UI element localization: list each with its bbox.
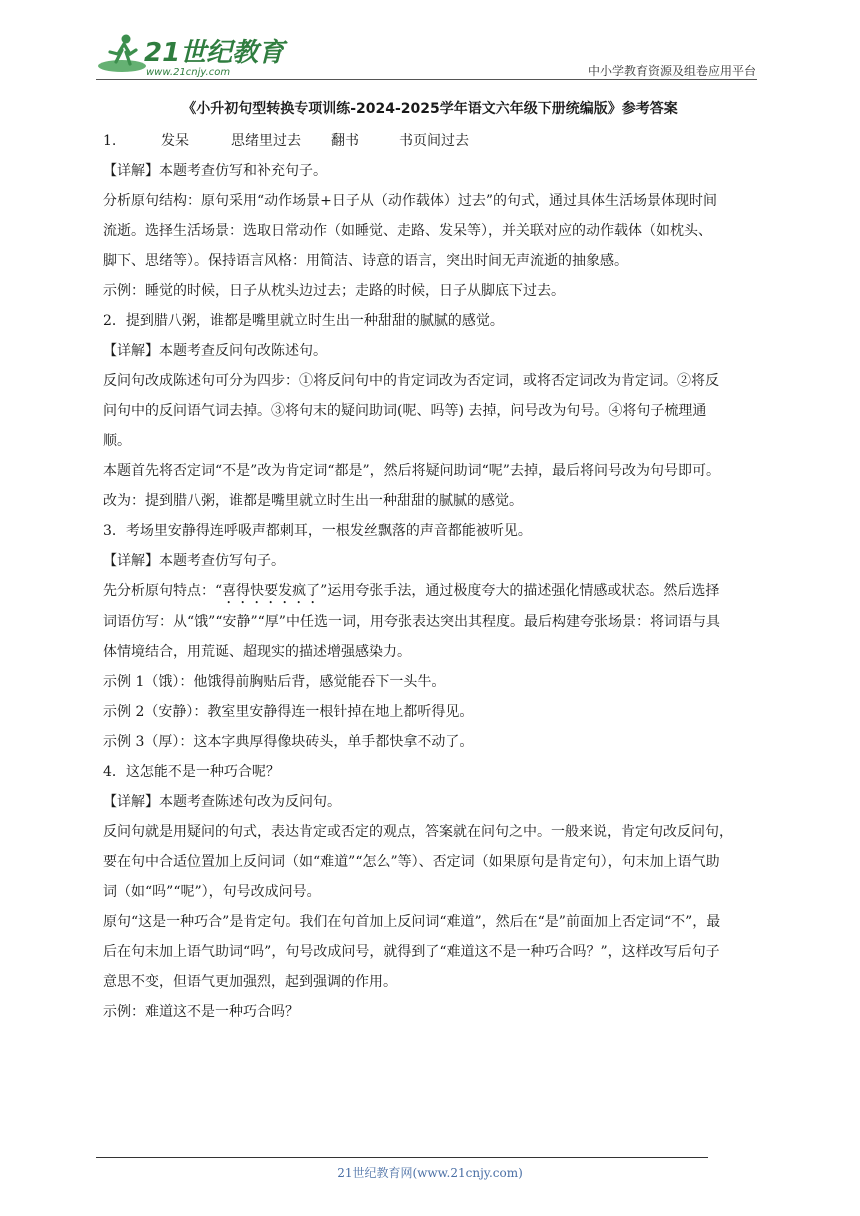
text-line: 示例 3（厚）：这本字典厚得像块砖头，单手都快拿不动了。 bbox=[103, 734, 474, 750]
text-line: 反问句就是用疑问的句式，表达肯定或否定的观点，答案就在问句之中。一般来说，肯定句改反问句， bbox=[103, 824, 733, 840]
text-line: 改为：提到腊八粥，谁都是嘴里就立时生出一种甜甜的腻腻的感觉。 bbox=[103, 493, 523, 509]
logo-runner-icon bbox=[96, 30, 285, 78]
text-line: 顺。 bbox=[103, 433, 131, 449]
text-line: 问句中的反问语气词去掉。③将句末的疑问助词(呢、吗等) 去掉，问号改为句号。④将句子梳理通 bbox=[103, 403, 707, 419]
text-line: 反问句改成陈述句可分为四步：①将反问句中的肯定词改为否定词，或将否定词改为肯定词。②将反 bbox=[103, 373, 719, 389]
text-line: 【详解】本题考查仿写和补充句子。 bbox=[103, 163, 327, 179]
text-line: 4．这怎能不是一种巧合呢？ bbox=[103, 764, 280, 780]
text-fragment: 先分析原句特点：“ bbox=[103, 583, 223, 599]
page-header bbox=[96, 30, 756, 80]
header-divider bbox=[96, 79, 757, 80]
text-line: 【详解】本题考查陈述句改为反问句。 bbox=[103, 794, 341, 810]
text-line: 3．考场里安静得连呼吸声都刺耳，一根发丝飘落的声音都能被听见。 bbox=[103, 523, 532, 539]
text-line: 后在句末加上语气助词“吗”，句号改成问号，就得到了“难道这不是一种巧合吗？”，这样改写后句子 bbox=[103, 944, 720, 960]
question-number: 1. bbox=[103, 133, 117, 149]
text-line: 分析原句结构：原句采用“动作场景+日子从（动作载体）过去”的句式，通过具体生活场景体现时间 bbox=[103, 193, 718, 209]
text-line: 示例：睡觉的时候，日子从枕头边过去；走路的时候，日子从脚底下过去。 bbox=[103, 283, 565, 299]
text-line: 示例：难道这不是一种巧合吗？ bbox=[103, 1004, 299, 1020]
answer-blank: 翻书 bbox=[331, 133, 359, 149]
question-1-answers bbox=[103, 126, 763, 156]
logo-url: www.21cnjy.com bbox=[146, 67, 231, 78]
text-line: 意思不变，但语气更加强烈，起到强调的作用。 bbox=[103, 974, 397, 990]
emphasized-phrase: 喜得快要发疯了 bbox=[222, 583, 321, 599]
logo bbox=[96, 30, 285, 78]
text-line: 词语仿写：从“饿”“安静”“厚”中任选一词，用夸张表达突出其程度。最后构建夸张场景：将词语与具 bbox=[103, 614, 720, 630]
footer-divider bbox=[96, 1157, 708, 1158]
logo-text: 21世纪教育 bbox=[144, 38, 285, 68]
page-title: 《小升初句型转换专项训练-2024-2025学年语文六年级下册统编版》参考答案 bbox=[182, 101, 678, 117]
text-line: 【详解】本题考查反问句改陈述句。 bbox=[103, 343, 327, 359]
text-fragment: ”运用夸张手法，通过极度夸大的描述强化情感或状态。然后选择 bbox=[320, 583, 720, 599]
text-line: 本题首先将否定词“不是”改为肯定词“都是”，然后将疑问助词“呢”去掉，最后将问号改为句号即可。 bbox=[103, 463, 720, 479]
page-footer: 21世纪教育网(www.21cnjy.com) bbox=[337, 1166, 523, 1180]
answer-blank: 思绪里过去 bbox=[231, 133, 301, 149]
answer-blank: 书页间过去 bbox=[399, 133, 469, 149]
text-line: 体情境结合，用荒诞、超现实的描述增强感染力。 bbox=[103, 644, 411, 660]
text-line: 流逝。选择生活场景：选取日常动作（如睡觉、走路、发呆等），并关联对应的动作载体（如枕头、 bbox=[103, 223, 712, 239]
text-line: 示例 1（饿）：他饿得前胸贴后背，感觉能吞下一头牛。 bbox=[103, 674, 446, 690]
text-line: 词（如“吗”“呢”），句号改成问号。 bbox=[103, 884, 321, 900]
platform-name: 中小学教育资源及组卷应用平台 bbox=[587, 64, 756, 78]
answer-content bbox=[103, 126, 763, 1027]
text-line: 原句“这是一种巧合”是肯定句。我们在句首加上反问词“难道”，然后在“是”前面加上否定词“不”，最 bbox=[103, 914, 721, 930]
text-line: 要在句中合适位置加上反问词（如“难道”“怎么”等）、否定词（如果原句是肯定句），句末加上语气助 bbox=[103, 854, 720, 870]
text-line: 脚下、思绪等）。保持语言风格：用简洁、诗意的语言，突出时间无声流逝的抽象感。 bbox=[103, 253, 628, 269]
text-line: 【详解】本题考查仿写句子。 bbox=[103, 553, 285, 569]
answer-blank: 发呆 bbox=[161, 133, 189, 149]
text-line-emphasis bbox=[103, 576, 763, 607]
text-line: 2．提到腊八粥，谁都是嘴里就立时生出一种甜甜的腻腻的感觉。 bbox=[103, 313, 504, 329]
text-line: 示例 2（安静）：教室里安静得连一根针掉在地上都听得见。 bbox=[103, 704, 474, 720]
